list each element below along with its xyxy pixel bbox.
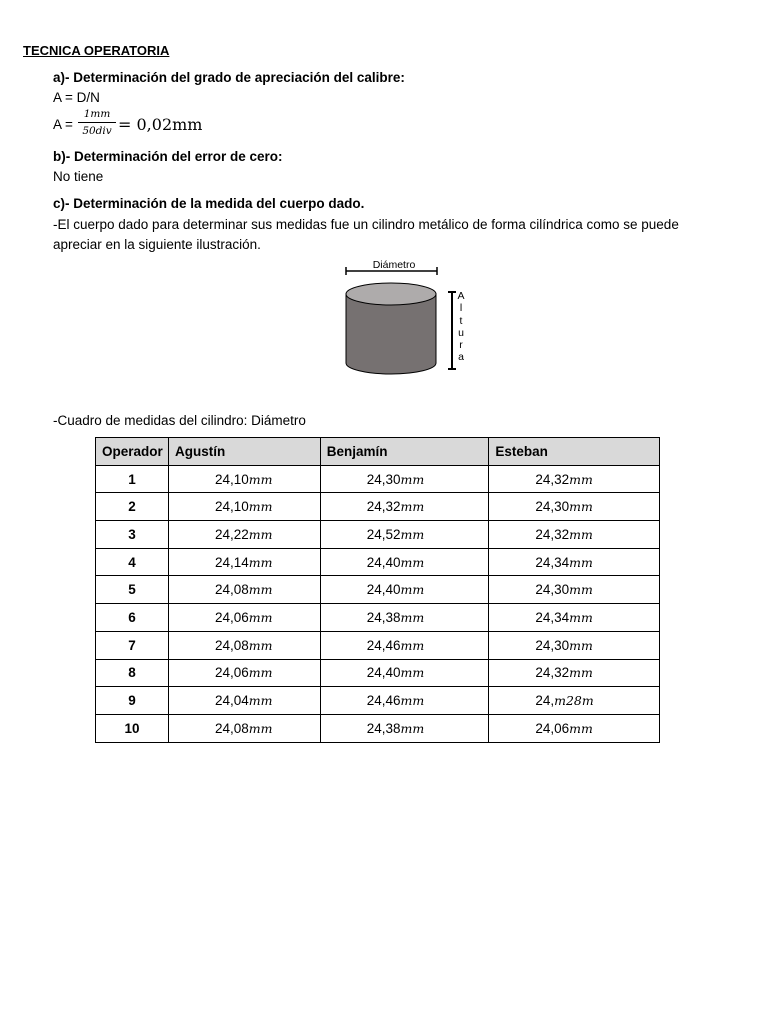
benjamin-value-cell bbox=[320, 714, 489, 742]
operator-cell: 4 bbox=[96, 548, 169, 576]
value-number: 24,14 bbox=[214, 554, 249, 570]
value-unit: mm bbox=[400, 609, 425, 625]
operator-cell: 6 bbox=[96, 604, 169, 632]
table-row bbox=[96, 576, 660, 604]
header-esteban: Esteban bbox=[489, 438, 660, 466]
section-c-text-line2: apreciar en la siguiente ilustración. bbox=[53, 237, 261, 252]
value-number: 24,32 bbox=[535, 471, 570, 487]
value-number: 24,30 bbox=[366, 471, 401, 487]
value-unit: mm bbox=[248, 609, 273, 625]
value-unit: mm bbox=[569, 609, 593, 625]
value-unit: mm bbox=[569, 554, 593, 570]
measurements-table bbox=[95, 437, 660, 743]
operator-cell: 3 bbox=[96, 521, 169, 549]
height-letter: t bbox=[459, 314, 463, 327]
operator-cell: 2 bbox=[96, 493, 169, 521]
value-number: 24,30 bbox=[535, 582, 570, 598]
value-number: 24, bbox=[535, 693, 555, 709]
value-unit: mm bbox=[248, 693, 273, 709]
esteban-value-cell bbox=[489, 493, 660, 521]
operator-cell: 1 bbox=[96, 465, 169, 493]
value-number: 24,06 bbox=[535, 720, 570, 736]
table-row bbox=[96, 714, 660, 742]
section-b-heading: b)- Determinación del error de cero: bbox=[53, 149, 283, 164]
value-unit: mm bbox=[569, 499, 593, 515]
operator-cell: 5 bbox=[96, 576, 169, 604]
header-operador: Operador bbox=[96, 438, 169, 466]
value-number: 24,08 bbox=[214, 720, 249, 736]
cylinder-body bbox=[346, 294, 436, 374]
value-number: 24,08 bbox=[214, 582, 249, 598]
table-row bbox=[96, 687, 660, 715]
value-unit: mm bbox=[569, 720, 593, 736]
value-unit: mm bbox=[569, 637, 593, 653]
height-letter: r bbox=[459, 339, 463, 352]
agustin-value-cell bbox=[168, 687, 320, 715]
table-row bbox=[96, 604, 660, 632]
benjamin-value-cell bbox=[320, 465, 489, 493]
agustin-value-cell bbox=[168, 631, 320, 659]
benjamin-value-cell bbox=[320, 631, 489, 659]
value-unit: mm bbox=[400, 471, 425, 487]
value-number: 24,32 bbox=[535, 665, 570, 681]
value-unit: mm bbox=[400, 720, 425, 736]
esteban-value-cell bbox=[489, 659, 660, 687]
height-label bbox=[456, 290, 466, 364]
page-title: TECNICA OPERATORIA bbox=[23, 43, 170, 58]
table-row bbox=[96, 465, 660, 493]
agustin-value-cell bbox=[168, 465, 320, 493]
value-number: 24,40 bbox=[366, 665, 401, 681]
value-number: 24,40 bbox=[366, 582, 401, 598]
value-number: 24,06 bbox=[214, 609, 249, 625]
value-unit: mm bbox=[400, 554, 425, 570]
esteban-value-cell bbox=[489, 604, 660, 632]
agustin-value-cell bbox=[168, 659, 320, 687]
esteban-value-cell bbox=[489, 687, 660, 715]
header-benjamin: Benjamín bbox=[320, 438, 489, 466]
value-number: 24,40 bbox=[366, 554, 401, 570]
esteban-value-cell bbox=[489, 714, 660, 742]
value-number: 24,08 bbox=[214, 637, 249, 653]
esteban-value-cell bbox=[489, 521, 660, 549]
value-number: 24,34 bbox=[535, 554, 570, 570]
value-unit: mm bbox=[400, 693, 425, 709]
value-number: 24,46 bbox=[366, 693, 401, 709]
value-unit: mm bbox=[248, 582, 273, 598]
value-unit: mm bbox=[569, 582, 593, 598]
value-unit: mm bbox=[400, 637, 425, 653]
value-number: 24,34 bbox=[535, 609, 570, 625]
table-row bbox=[96, 493, 660, 521]
fraction-numerator: 1mm bbox=[83, 108, 111, 120]
esteban-value-cell bbox=[489, 548, 660, 576]
esteban-value-cell bbox=[489, 465, 660, 493]
header-agustin: Agustín bbox=[168, 438, 320, 466]
height-letter: l bbox=[459, 302, 463, 315]
value-unit: mm bbox=[248, 471, 273, 487]
benjamin-value-cell bbox=[320, 493, 489, 521]
benjamin-value-cell bbox=[320, 521, 489, 549]
value-unit: m28m bbox=[554, 693, 594, 709]
cylinder-top bbox=[346, 283, 436, 305]
agustin-value-cell bbox=[168, 548, 320, 576]
value-number: 24,10 bbox=[214, 499, 249, 515]
table-row bbox=[96, 659, 660, 687]
height-letter: A bbox=[457, 290, 465, 302]
agustin-value-cell bbox=[168, 493, 320, 521]
value-number: 24,04 bbox=[214, 693, 249, 709]
diameter-label: Diámetro bbox=[372, 259, 416, 271]
value-unit: mm bbox=[400, 582, 425, 598]
agustin-value-cell bbox=[168, 521, 320, 549]
value-unit: mm bbox=[248, 637, 273, 653]
benjamin-value-cell bbox=[320, 576, 489, 604]
fraction-denominator: 50div bbox=[82, 125, 112, 137]
benjamin-value-cell bbox=[320, 604, 489, 632]
value-unit: mm bbox=[569, 526, 593, 542]
value-number: 24,10 bbox=[214, 471, 249, 487]
fraction-bar bbox=[78, 122, 116, 123]
value-number: 24,30 bbox=[535, 637, 570, 653]
value-number: 24,32 bbox=[535, 526, 570, 542]
value-number: 24,46 bbox=[366, 637, 401, 653]
value-unit: mm bbox=[569, 665, 593, 681]
benjamin-value-cell bbox=[320, 687, 489, 715]
value-unit: mm bbox=[569, 471, 593, 487]
value-unit: mm bbox=[248, 720, 273, 736]
formula-prefix: A = bbox=[53, 117, 73, 132]
formula-fraction bbox=[78, 107, 116, 138]
value-unit: mm bbox=[248, 526, 273, 542]
height-letter: u bbox=[458, 326, 464, 339]
value-number: 24,38 bbox=[366, 720, 401, 736]
value-number: 24,22 bbox=[214, 526, 249, 542]
section-c-heading: c)- Determinación de la medida del cuerpo dado. bbox=[53, 196, 365, 211]
value-unit: mm bbox=[248, 499, 273, 515]
table-row bbox=[96, 548, 660, 576]
value-number: 24,52 bbox=[366, 526, 401, 542]
height-letter: a bbox=[458, 351, 464, 364]
value-unit: mm bbox=[400, 499, 425, 515]
formula-result: = 0,02mm bbox=[118, 115, 203, 134]
operator-cell: 7 bbox=[96, 631, 169, 659]
table-row bbox=[96, 521, 660, 549]
value-number: 24,30 bbox=[535, 499, 570, 515]
value-unit: mm bbox=[248, 665, 273, 681]
table-header-row bbox=[96, 438, 660, 466]
value-unit: mm bbox=[400, 665, 425, 681]
operator-cell: 9 bbox=[96, 687, 169, 715]
value-number: 24,06 bbox=[214, 665, 249, 681]
section-c-text-line1: -El cuerpo dado para determinar sus medidas fue un cilindro metálico de forma cilíndrica como se puede bbox=[53, 217, 679, 232]
esteban-value-cell bbox=[489, 576, 660, 604]
operator-cell: 10 bbox=[96, 714, 169, 742]
value-number: 24,38 bbox=[366, 609, 401, 625]
section-a-heading: a)- Determinación del grado de apreciación del calibre: bbox=[53, 70, 405, 85]
table-caption: -Cuadro de medidas del cilindro: Diámetro bbox=[53, 413, 306, 428]
benjamin-value-cell bbox=[320, 548, 489, 576]
agustin-value-cell bbox=[168, 576, 320, 604]
operator-cell: 8 bbox=[96, 659, 169, 687]
value-unit: mm bbox=[248, 554, 273, 570]
esteban-value-cell bbox=[489, 631, 660, 659]
cylinder-illustration bbox=[340, 255, 475, 380]
benjamin-value-cell bbox=[320, 659, 489, 687]
agustin-value-cell bbox=[168, 714, 320, 742]
formula-line: A = D/N bbox=[53, 90, 100, 105]
table-row bbox=[96, 631, 660, 659]
agustin-value-cell bbox=[168, 604, 320, 632]
value-number: 24,32 bbox=[366, 499, 401, 515]
value-unit: mm bbox=[400, 526, 425, 542]
section-b-text: No tiene bbox=[53, 169, 104, 184]
